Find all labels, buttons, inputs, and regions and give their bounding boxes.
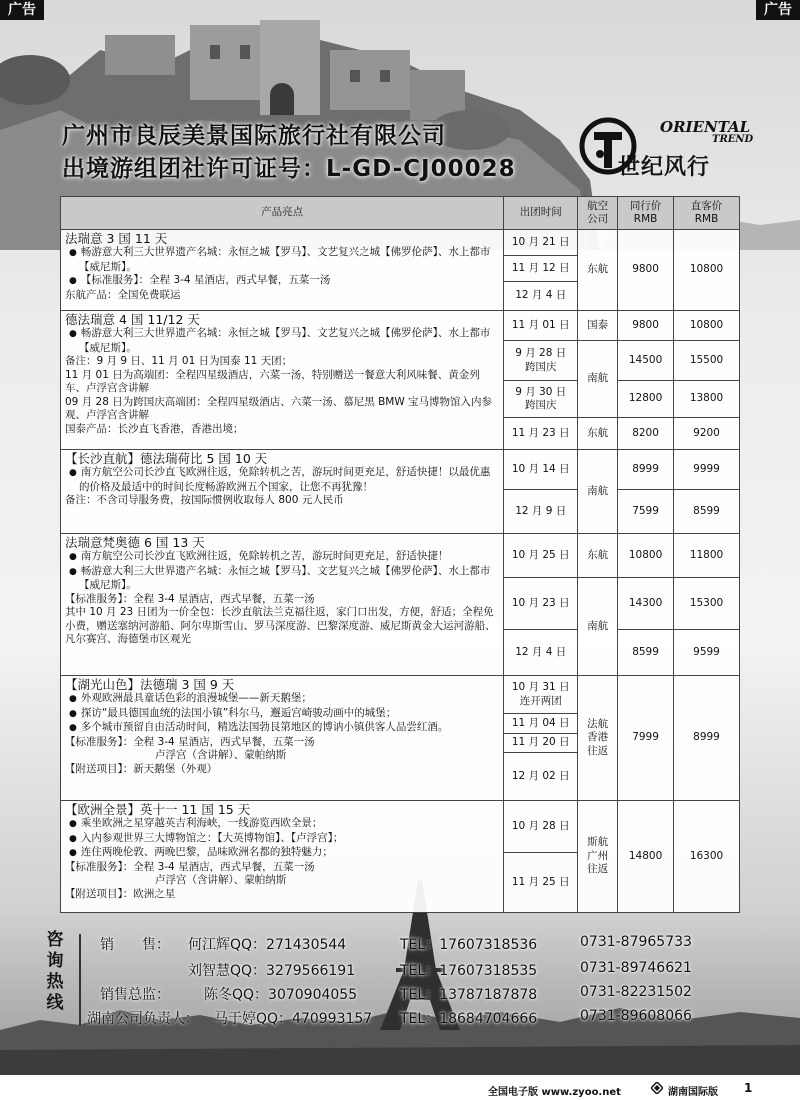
contact-name: 马于婷 <box>214 1011 256 1027</box>
product-6-date-2: 11 月 25 日 <box>504 853 578 913</box>
contact-qq: QQ：3070904055 <box>232 987 358 1003</box>
product-5-date-3: 11 月 20 日 <box>504 734 578 753</box>
product-2-trade-price-1: 9800 <box>618 311 674 341</box>
product-2-trade-price-2: 14500 <box>618 341 674 381</box>
product-6-date-1: 10 月 28 日 <box>504 801 578 853</box>
product-4-date-1: 10 月 25 日 <box>504 534 578 578</box>
product-4-airline-1: 东航 <box>578 534 618 578</box>
table-row <box>61 534 740 578</box>
product-2-trade-price-4: 8200 <box>618 418 674 450</box>
product-1-date-2: 11 月 12 日 <box>504 256 578 282</box>
product-1-date-1: 10 月 21 日 <box>504 230 578 256</box>
header-airline: 航空 公司 <box>578 197 618 230</box>
product-5-date-2: 11 月 04 日 <box>504 714 578 734</box>
product-4-retail-price-1: 11800 <box>674 534 740 578</box>
product-4-trade-price-1: 10800 <box>618 534 674 578</box>
table-header-row <box>61 197 740 230</box>
product-2-retail-price-2: 15500 <box>674 341 740 381</box>
product-3-date-2: 12 月 9 日 <box>504 490 578 534</box>
table-row <box>61 450 740 490</box>
contact-role: 销 售： <box>100 937 170 953</box>
product-3-trade-price-1: 8999 <box>618 450 674 490</box>
product-4-retail-price-2: 15300 <box>674 578 740 630</box>
product-5-description: 【湖光山色】法德瑞 3 国 9 天 ● 外观欧洲最具童话色彩的浪漫城堡——新天鹅堡； ● 探访“最具德国血统的法国小镇”科尔马，邂逅宫崎骏动画中的城堡； ● 多个城市预留自由活动时间，精选法国勃艮第地区的博讷小镇供客人品尝红酒。 【标准服务】：全程 3-4 星酒店，西式早餐，五菜一汤 卢浮宫（含讲解）、蒙帕纳斯 【附送项目】：新天鹅堡（外观） <box>61 676 504 801</box>
product-1-description: 法瑞意 3 国 11 天 ● 畅游意大利三大世界遗产名城：永恒之城【罗马】、文艺复兴之城【佛罗伦萨】、水上都市【威尼斯】。 ● 【标准服务】：全程 3-4 星酒店，西式早餐，五菜一汤 东航产品：全国免费联运 <box>61 230 504 311</box>
product-3-title: 【长沙直航】德法瑞荷比 5 国 10 天 <box>65 451 268 466</box>
product-5-airline: 法航 香港 往返 <box>578 676 618 801</box>
product-2-retail-price-1: 10800 <box>674 311 740 341</box>
product-2-retail-price-4: 9200 <box>674 418 740 450</box>
product-3-retail-price-2: 8599 <box>674 490 740 534</box>
table-row <box>61 230 740 256</box>
contact-qq: QQ：470993157 <box>256 1011 373 1027</box>
contact-phone: 0731-82231502 <box>580 984 692 1000</box>
product-4-trade-price-2: 14300 <box>618 578 674 630</box>
product-2-airline-2: 南航 <box>578 341 618 418</box>
product-6-retail-price: 16300 <box>674 801 740 913</box>
company-name: 广州市良辰美景国际旅行社有限公司 <box>62 123 446 149</box>
contact-role: 销售总监： <box>100 987 170 1003</box>
product-5-trade-price: 7999 <box>618 676 674 801</box>
product-5-title: 【湖光山色】法德瑞 3 国 9 天 <box>65 677 235 692</box>
contact-role: 湖南公司负责人： <box>87 1011 199 1027</box>
ad-label-right: 广告 <box>756 0 800 20</box>
contact-name: 陈冬 <box>204 987 232 1003</box>
product-5-retail-price: 8999 <box>674 676 740 801</box>
product-6-airline: 斯航 广州 往返 <box>578 801 618 913</box>
hotline-label: 咨 询 热 线 <box>46 930 64 1013</box>
product-6-trade-price: 14800 <box>618 801 674 913</box>
header-retail-price: 直客价 RMB <box>674 197 740 230</box>
product-3-date-1: 10 月 14 日 <box>504 450 578 490</box>
header-product: 产品亮点 <box>61 197 504 230</box>
product-3-airline: 南航 <box>578 450 618 534</box>
product-1-trade-price: 9800 <box>618 230 674 311</box>
footer-website: 全国电子版 www.zyoo.net <box>488 1087 621 1098</box>
product-1-retail-price: 10800 <box>674 230 740 311</box>
product-4-description: 法瑞意梵奥德 6 国 13 天 ● 南方航空公司长沙直飞欧洲往返，免除转机之苦，游玩时间更充足，舒适快捷！ ● 畅游意大利三大世界遗产名城：永恒之城【罗马】、文艺复兴之城【佛罗伦萨】、水上都市【威尼斯】。 【标准服务】：全程 3-4 星酒店，西式早餐，五菜一汤 其中 10 月 23 日团为一价全包：长沙直航法兰克福往返，家门口出发，方便，舒适；全程免小费，赠送塞纳河游船、阿尔卑斯雪山、罗马深度游、巴黎深度游、威尼斯黄金大运河游船、凡尔赛宫、海德堡市区观光 <box>61 534 504 676</box>
product-2-trade-price-3: 12800 <box>618 381 674 418</box>
product-6-title: 【欧洲全景】英十一 11 国 15 天 <box>65 802 251 817</box>
contact-name: 何江辉 <box>188 937 230 953</box>
product-2-date-1: 11 月 01 日 <box>504 311 578 341</box>
diamond-logo-icon <box>651 1082 663 1094</box>
contact-tel: TEL：17607318535 <box>400 963 538 979</box>
product-4-trade-price-3: 8599 <box>618 630 674 676</box>
product-6-description: 【欧洲全景】英十一 11 国 15 天 ● 乘坐欧洲之星穿越英吉利海峡，一线游览西欧全景； ● 入内参观世界三大博物馆之：【大英博物馆】、【卢浮宫】； ● 连住两晚伦敦、两晚巴黎，品味欧洲名都的独特魅力； 【标准服务】：全程 3-4 星酒店，西式早餐，五菜一汤 卢浮宫（含讲解）、蒙帕纳斯 【附送项目】：欧洲之星 <box>61 801 504 913</box>
hotline-divider <box>79 934 81 1026</box>
logo-text-trend: TREND <box>712 134 754 145</box>
contact-phone: 0731-89746621 <box>580 960 692 976</box>
page-number: 1 <box>744 1081 753 1095</box>
header-trade-price: 同行价 RMB <box>618 197 674 230</box>
product-2-retail-price-3: 13800 <box>674 381 740 418</box>
tour-product-table <box>60 196 740 913</box>
product-1-airline: 东航 <box>578 230 618 311</box>
license-number: 出境游组团社许可证号：L-GD-CJ00028 <box>62 156 516 182</box>
product-5-date-1: 10 月 31 日 连开两团 <box>504 676 578 714</box>
product-3-description: 【长沙直航】德法瑞荷比 5 国 10 天 ● 南方航空公司长沙直飞欧洲往返，免除转机之苦，游玩时间更充足，舒适快捷！以最优惠的价格及最适中的时间长度畅游欧洲五个国家，让您不再犹豫！ 备注：不含司导服务费，按国际惯例收取每人 800 元人民币 <box>61 450 504 534</box>
ad-label-left: 广告 <box>0 0 44 20</box>
product-2-airline-4: 东航 <box>578 418 618 450</box>
product-4-retail-price-3: 9599 <box>674 630 740 676</box>
table-row <box>61 801 740 853</box>
contact-tel: TEL：17607318536 <box>400 937 538 953</box>
product-4-date-2: 10 月 23 日 <box>504 578 578 630</box>
header-date: 出团时间 <box>504 197 578 230</box>
product-4-title: 法瑞意梵奥德 6 国 13 天 <box>65 535 205 550</box>
logo-text-chinese: 世纪风行 <box>618 154 711 180</box>
product-5-date-4: 12 月 02 日 <box>504 753 578 801</box>
contact-tel: TEL：18684704666 <box>400 1011 538 1027</box>
logo-text-oriental: ORIENTAL <box>660 118 751 136</box>
contact-tel: TEL：13787187878 <box>400 987 538 1003</box>
footer-edition: 湖南国际版 <box>668 1087 718 1098</box>
table-row <box>61 311 740 341</box>
product-1-date-3: 12 月 4 日 <box>504 282 578 311</box>
product-2-date-4: 11 月 23 日 <box>504 418 578 450</box>
table-row <box>61 676 740 714</box>
contact-phone: 0731-89608066 <box>580 1008 692 1024</box>
contact-phone: 0731-87965733 <box>580 934 692 950</box>
product-2-description: 德法瑞意 4 国 11/12 天 ● 畅游意大利三大世界遗产名城：永恒之城【罗马】、文艺复兴之城【佛罗伦萨】、水上都市【威尼斯】。 备注：9 月 9 日、11 月 01 日为国泰 11 天团； 11 月 01 日为高端团：全程四星级酒店，六菜一汤，特别赠送一餐意大利风味餐、黄金列车、卢浮宫含讲解 09 月 28 日为跨国庆高端团：全程四星级酒店、六菜一汤、慕尼黑 BMW 宝马博物馆入内参观、卢浮宫含讲解 国泰产品：长沙直飞香港，香港出境； <box>61 311 504 450</box>
product-2-airline-1: 国泰 <box>578 311 618 341</box>
contact-name: 刘智慧 <box>188 963 230 979</box>
product-2-date-2: 9 月 28 日 跨国庆 <box>504 341 578 381</box>
contact-qq: QQ：3279566191 <box>230 963 356 979</box>
contact-qq: QQ：271430544 <box>230 937 347 953</box>
product-2-date-3: 9 月 30 日 跨国庆 <box>504 381 578 418</box>
product-2-title: 德法瑞意 4 国 11/12 天 <box>65 312 200 327</box>
product-3-retail-price-1: 9999 <box>674 450 740 490</box>
product-4-date-3: 12 月 4 日 <box>504 630 578 676</box>
product-3-trade-price-2: 7599 <box>618 490 674 534</box>
product-1-title: 法瑞意 3 国 11 天 <box>65 231 168 246</box>
product-4-airline-2: 南航 <box>578 578 618 676</box>
